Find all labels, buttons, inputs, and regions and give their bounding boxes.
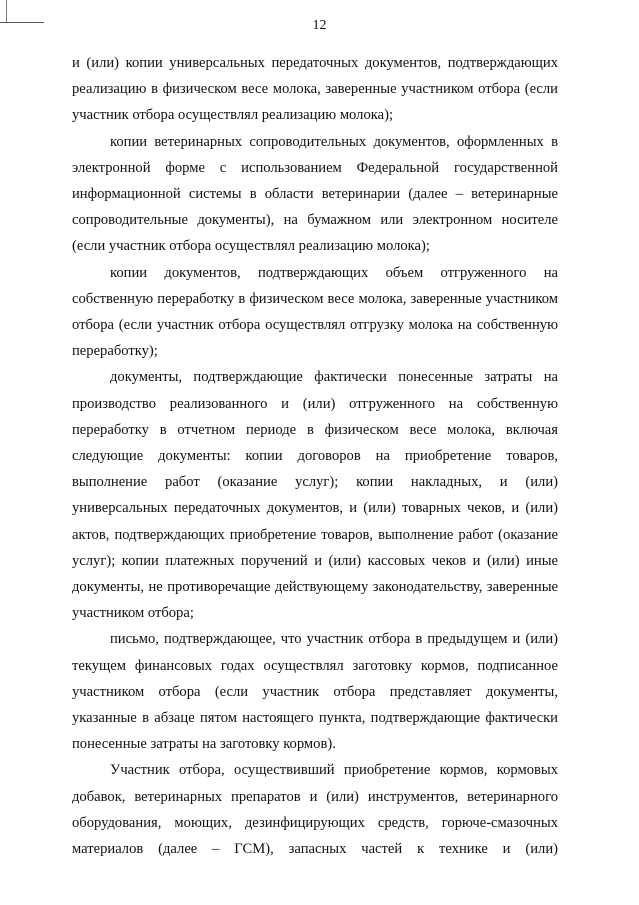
paragraph-purchase-participant: Участник отбора, осуществивший приобретение кормов, кормовых добавок, ветеринарных препаратов и (или) инструментов, ветеринарного оборудования, моющих, дезинфицирующих средств, горюче-смазочных материалов (далее – ГСМ), запасных частей к технике и (или) <box>72 762 558 858</box>
paragraph-feed-letter: письмо, подтверждающее, что участник отбора в предыдущем и (или) текущем финансовых годах осуществлял заготовку кормов, подписанное участником отбора (если участник отбора представляет документы, указанные в абзаце пятом настоящего пункта, подтверждающие фактически понесенные затраты на заготовку кормов). <box>72 631 558 753</box>
page-number: 12 <box>312 18 327 33</box>
paragraph-veterinary-documents: копии ветеринарных сопроводительных документов, оформленных в электронной форме с использованием Федеральной государственной информационной системы в области ветеринарии (далее – ветеринарные сопроводительные документы), на бумажном или электронном носителе (если участник отбора осуществлял реализацию молока); <box>72 133 558 255</box>
paragraph-cost-documents: документы, подтверждающие фактически понесенные затраты на производство реализованного и (или) отгруженного на собственную переработку в отчетном периоде в физическом весе молока, включая следующие документы: копии договоров на приобретение товаров, выполнение работ (оказание услуг); копии накладных, и (или) универсальных передаточных документов, и (или) товарных чеков, и (или) актов, подтверждающих приобретение товаров, выполнение работ (оказание услуг); копии платежных поручений и (или) кассовых чеков и (или) иные документы, не противоречащие действующему законодательству, заверенные участником отбора; <box>72 369 558 622</box>
paragraph-upd-copies: и (или) копии универсальных передаточных документов, подтверждающих реализацию в физическом весе молока, заверенные участником отбора (если участник отбора осуществлял реализацию молока); <box>72 55 558 124</box>
document-body <box>72 50 558 862</box>
paragraph-own-processing-documents: копии документов, подтверждающих объем отгруженного на собственную переработку в физическом весе молока, заверенные участником отбора (если участник отбора осуществлял отгрузку молока на собственную переработку); <box>72 264 558 360</box>
